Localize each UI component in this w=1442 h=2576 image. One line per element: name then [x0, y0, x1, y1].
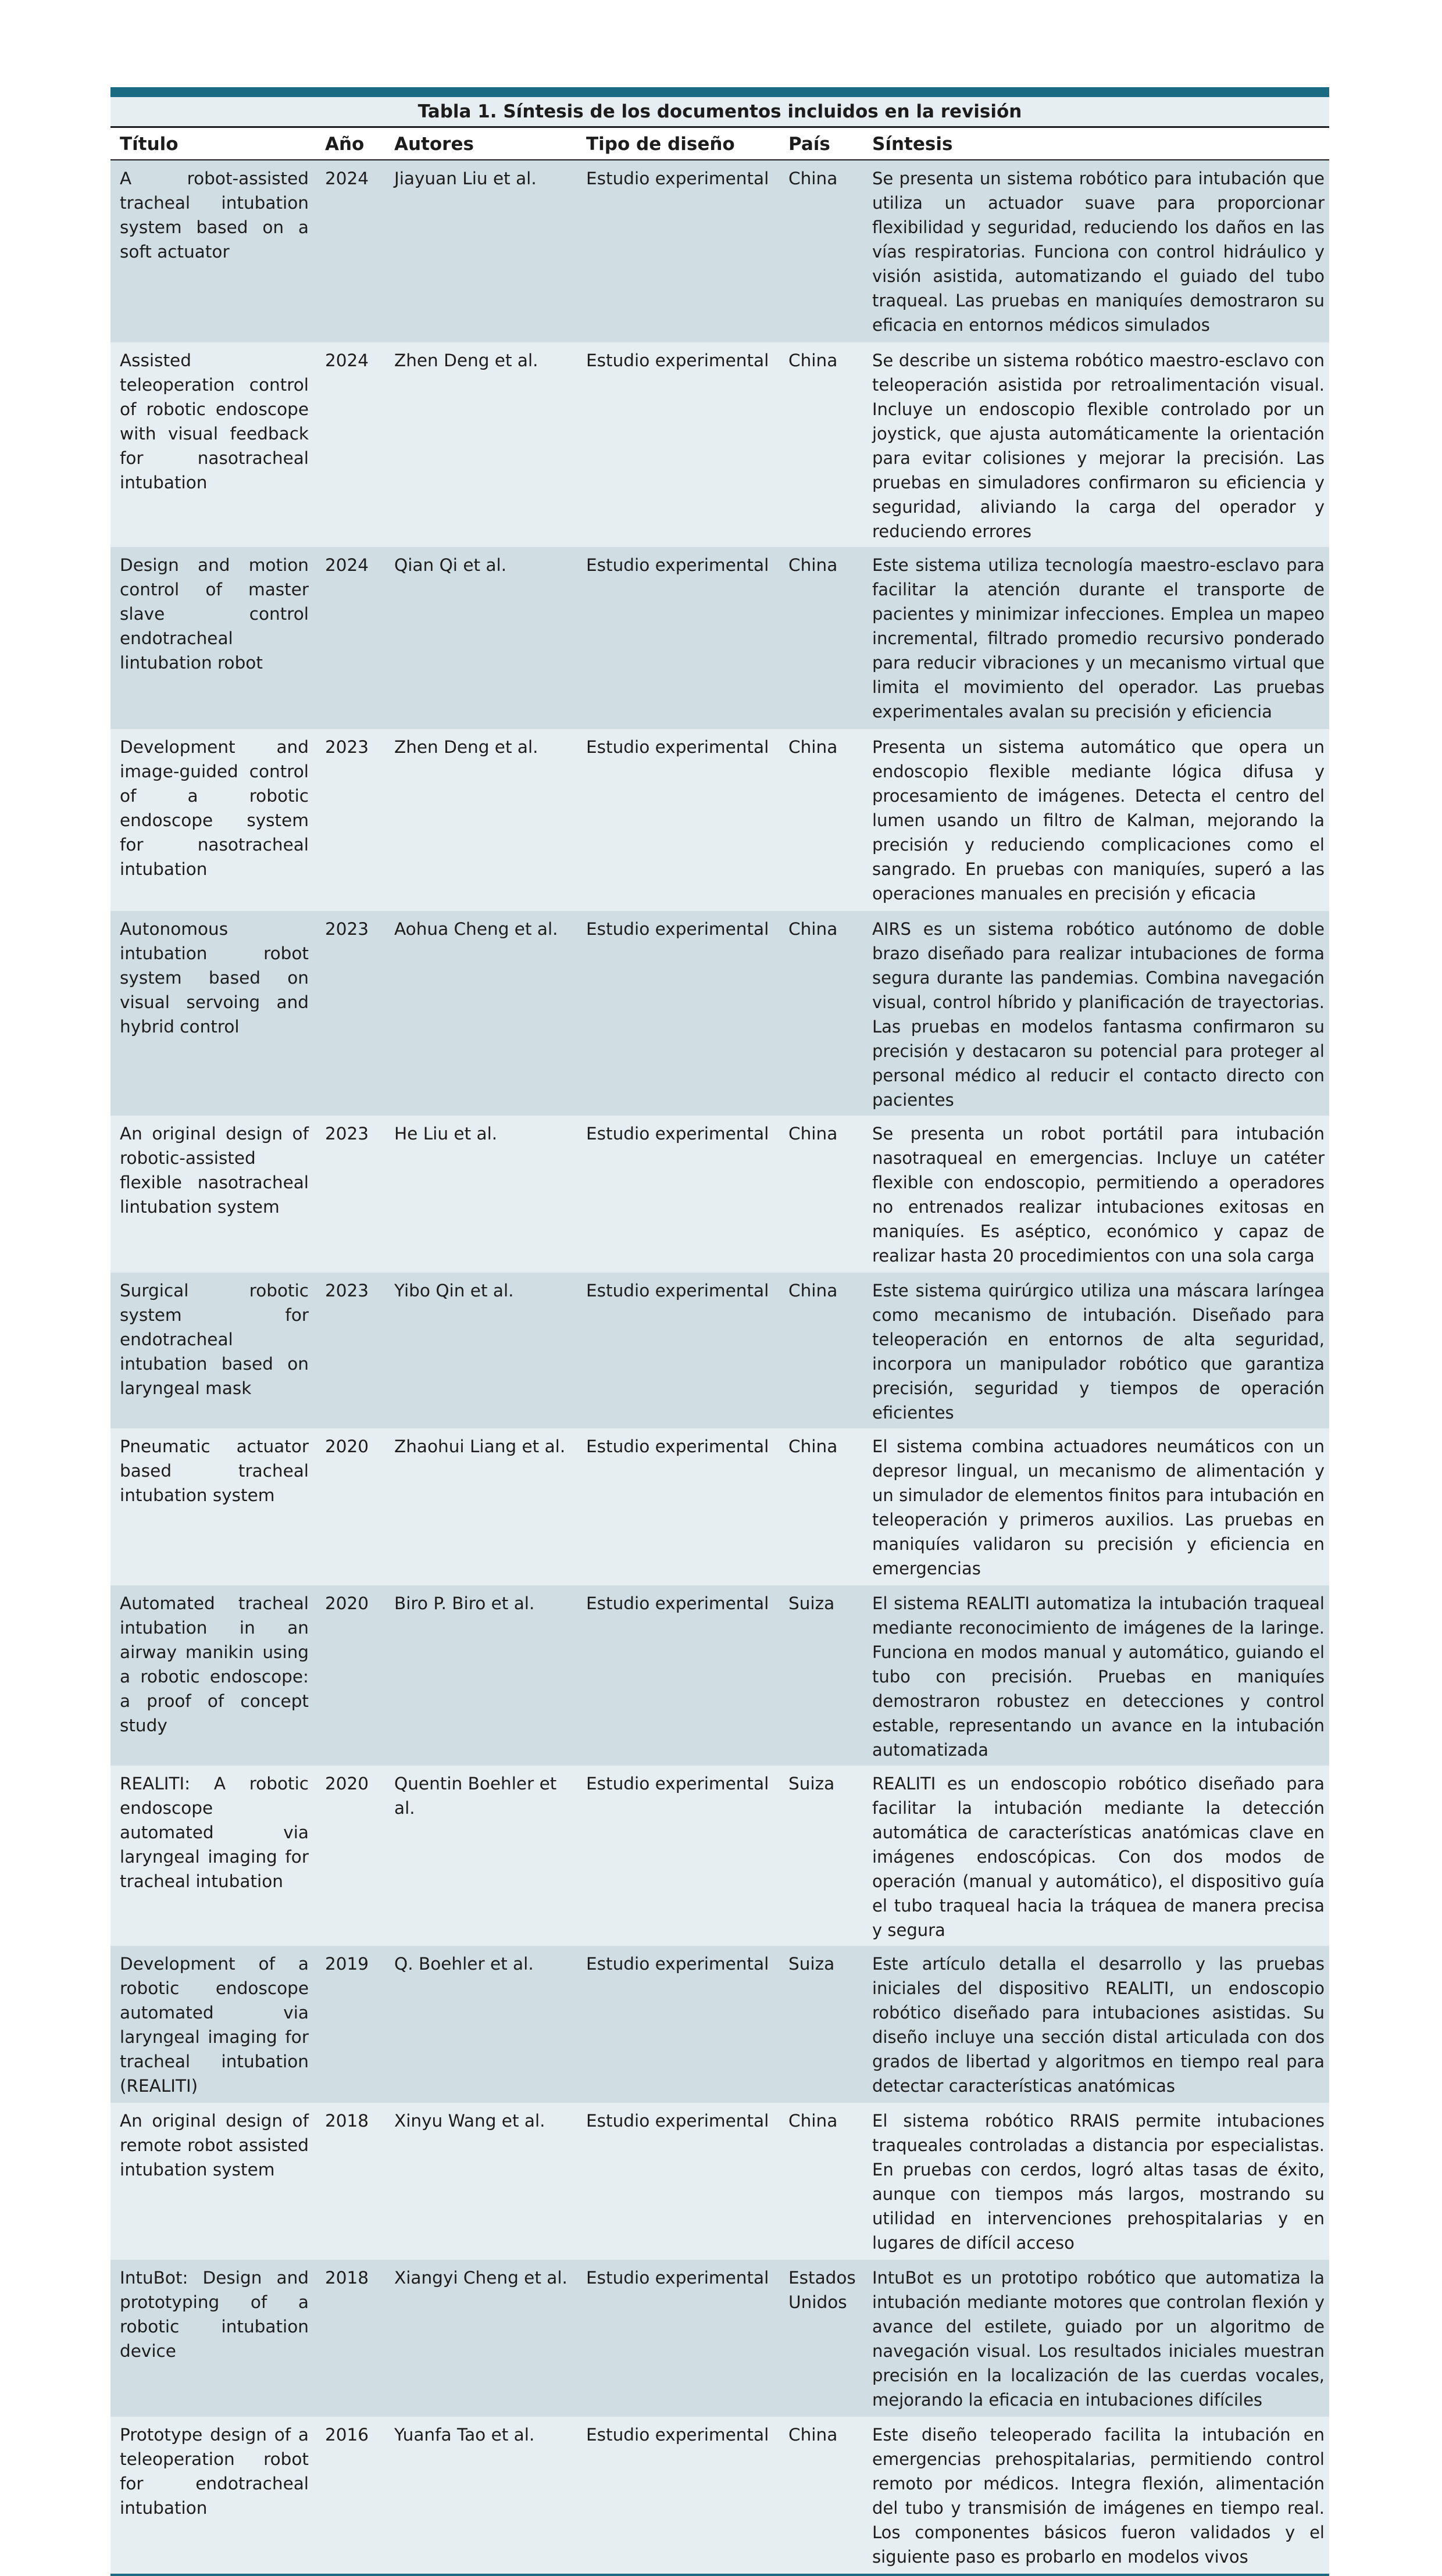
- cell-country: China: [779, 911, 863, 1116]
- cell-design: Estudio experimental: [577, 911, 779, 1116]
- table-row: [110, 1116, 1329, 1273]
- cell-title: Prototype design of a teleoperation robot for endotracheal intubation: [110, 2417, 316, 2574]
- cell-authors: Quentin Boehler et al.: [385, 1766, 577, 1946]
- cell-synthesis: El sistema combina actuadores neumáticos con un depresor lingual, un mecanismo de alimentación y un simulador de elementos finitos para intubación en teleoperación y primeros auxilios. Las pruebas en maniquíes validaron su precisión y eficiencia en emergencias: [863, 1428, 1329, 1585]
- table-top-bar: [110, 87, 1329, 97]
- cell-year: 2016: [316, 2417, 385, 2574]
- cell-title: IntuBot: Design and prototyping of a robotic intubation device: [110, 2260, 316, 2417]
- cell-year: 2019: [316, 1946, 385, 2103]
- cell-design: Estudio experimental: [577, 2103, 779, 2260]
- table-row: [110, 2417, 1329, 2574]
- cell-design: Estudio experimental: [577, 1273, 779, 1428]
- table-row: [110, 729, 1329, 911]
- cell-title: REALITI: A robotic endoscope automated via laryngeal imaging for tracheal intubation: [110, 1766, 316, 1946]
- header-design: Tipo de diseño: [577, 128, 779, 160]
- cell-year: 2018: [316, 2260, 385, 2417]
- table-row: [110, 1766, 1329, 1946]
- cell-authors: Biro P. Biro et al.: [385, 1585, 577, 1766]
- cell-authors: Q. Boehler et al.: [385, 1946, 577, 2103]
- cell-country: China: [779, 1116, 863, 1273]
- cell-country: Suiza: [779, 1946, 863, 2103]
- cell-title: A robot-assisted tracheal intubation system based on a soft actuator: [110, 160, 316, 342]
- header-synthesis: Síntesis: [863, 128, 1329, 160]
- cell-synthesis: Se presenta un sistema robótico para intubación que utiliza un actuador suave para proporcionar flexibilidad y seguridad, reduciendo los daños en las vías respiratorias. Funciona con control hidráulico y visión asistida, automatizando el guiado del tubo traqueal. Las pruebas en maniquíes demostraron su eficacia en entornos médicos simulados: [863, 160, 1329, 342]
- cell-country: China: [779, 160, 863, 342]
- cell-year: 2020: [316, 1428, 385, 1585]
- cell-title: Pneumatic actuator based tracheal intubation system: [110, 1428, 316, 1585]
- header-year: Año: [316, 128, 385, 160]
- cell-year: 2018: [316, 2103, 385, 2260]
- cell-title: Assisted teleoperation control of robotic endoscope with visual feedback for nasotracheal intubation: [110, 342, 316, 547]
- cell-design: Estudio experimental: [577, 2260, 779, 2417]
- cell-country: Suiza: [779, 1585, 863, 1766]
- cell-synthesis: Este sistema quirúrgico utiliza una máscara laríngea como mecanismo de intubación. Diseñado para teleoperación en entornos de alta seguridad, incorpora un manipulador robótico que garantiza precisión, seguridad y tiempos de operación eficientes: [863, 1273, 1329, 1428]
- review-table: [110, 128, 1329, 2574]
- cell-synthesis: El sistema robótico RRAIS permite intubaciones traqueales controladas a distancia por especialistas. En pruebas con cerdos, logró altas tasas de éxito, aunque con tiempos más largos, mostrando su utilidad en intervenciones prehospitalarias y en lugares de difícil acceso: [863, 2103, 1329, 2260]
- cell-year: 2020: [316, 1766, 385, 1946]
- cell-authors: Xiangyi Cheng et al.: [385, 2260, 577, 2417]
- cell-year: 2024: [316, 547, 385, 729]
- cell-country: China: [779, 729, 863, 911]
- cell-year: 2023: [316, 1273, 385, 1428]
- cell-synthesis: REALITI es un endoscopio robótico diseñado para facilitar la intubación mediante la detección automática de características anatómicas clave en imágenes endoscópicas. Con dos modos de operación (manual y automático), el dispositivo guía el tubo traqueal hacia la tráquea de manera precisa y segura: [863, 1766, 1329, 1946]
- cell-year: 2023: [316, 729, 385, 911]
- cell-design: Estudio experimental: [577, 1428, 779, 1585]
- table-row: [110, 911, 1329, 1116]
- cell-design: Estudio experimental: [577, 160, 779, 342]
- cell-authors: Aohua Cheng et al.: [385, 911, 577, 1116]
- cell-title: An original design of robotic-assisted flexible nasotracheal lintubation system: [110, 1116, 316, 1273]
- header-country: País: [779, 128, 863, 160]
- cell-synthesis: Este artículo detalla el desarrollo y las pruebas iniciales del dispositivo REALITI, un endoscopio robótico diseñado para intubaciones asistidas. Su diseño incluye una sección distal articulada con dos grados de libertad y algoritmos en tiempo real para detectar características anatómicas: [863, 1946, 1329, 2103]
- cell-country: China: [779, 2103, 863, 2260]
- cell-country: Estados Unidos: [779, 2260, 863, 2417]
- cell-design: Estudio experimental: [577, 1946, 779, 2103]
- header-authors: Autores: [385, 128, 577, 160]
- table-header-row: [110, 128, 1329, 160]
- cell-authors: Qian Qi et al.: [385, 547, 577, 729]
- cell-title: An original design of remote robot assisted intubation system: [110, 2103, 316, 2260]
- table-row: [110, 160, 1329, 342]
- cell-authors: Yuanfa Tao et al.: [385, 2417, 577, 2574]
- table-row: [110, 1946, 1329, 2103]
- cell-year: 2024: [316, 342, 385, 547]
- cell-title: Autonomous intubation robot system based on visual servoing and hybrid control: [110, 911, 316, 1116]
- cell-title: Design and motion control of master slave control endotracheal lintubation robot: [110, 547, 316, 729]
- cell-title: Development of a robotic endoscope automated via laryngeal imaging for tracheal intubation (REALITI): [110, 1946, 316, 2103]
- cell-synthesis: Este sistema utiliza tecnología maestro-esclavo para facilitar la atención durante el transporte de pacientes y minimizar infecciones. Emplea un mapeo incremental, filtrado promedio recursivo ponderado para reducir vibraciones y un mecanismo virtual que limita el movimiento del operador. Las pruebas experimentales avalan su precisión y eficiencia: [863, 547, 1329, 729]
- cell-synthesis: El sistema REALITI automatiza la intubación traqueal mediante reconocimiento de imágenes de la laringe. Funciona en modos manual y automático, guiando el tubo con precisión. Pruebas en maniquíes demostraron robustez en detecciones y control estable, representando un avance en la intubación automatizada: [863, 1585, 1329, 1766]
- cell-synthesis: Presenta un sistema automático que opera un endoscopio flexible mediante lógica difusa y procesamiento de imágenes. Detecta el centro del lumen usando un filtro de Kalman, mejorando la precisión y reduciendo complicaciones como el sangrado. En pruebas con maniquíes, superó a las operaciones manuales en precisión y eficacia: [863, 729, 1329, 911]
- cell-year: 2020: [316, 1585, 385, 1766]
- table-row: [110, 547, 1329, 729]
- cell-design: Estudio experimental: [577, 342, 779, 547]
- cell-country: Suiza: [779, 1766, 863, 1946]
- cell-country: China: [779, 342, 863, 547]
- cell-title: Development and image-guided control of a robotic endoscope system for nasotracheal intubation: [110, 729, 316, 911]
- cell-synthesis: IntuBot es un prototipo robótico que automatiza la intubación mediante motores que controlan flexión y avance del estilete, guiado por un algoritmo de navegación visual. Los resultados iniciales muestran precisión en la localización de las cuerdas vocales, mejorando la eficacia en intubaciones difíciles: [863, 2260, 1329, 2417]
- cell-design: Estudio experimental: [577, 1766, 779, 1946]
- table-row: [110, 2260, 1329, 2417]
- cell-design: Estudio experimental: [577, 547, 779, 729]
- cell-synthesis: Se describe un sistema robótico maestro-esclavo con teleoperación asistida por retroalimentación visual. Incluye un endoscopio flexible controlado por un joystick, que ajusta automáticamente la orientación para evitar colisiones y mejorar la precisión. Las pruebas en simuladores confirmaron su eficiencia y seguridad, aliviando la carga del operador y reduciendo errores: [863, 342, 1329, 547]
- cell-authors: Xinyu Wang et al.: [385, 2103, 577, 2260]
- cell-title: Surgical robotic system for endotracheal intubation based on laryngeal mask: [110, 1273, 316, 1428]
- cell-design: Estudio experimental: [577, 1116, 779, 1273]
- table-row: [110, 1273, 1329, 1428]
- table-row: [110, 1585, 1329, 1766]
- cell-authors: Zhen Deng et al.: [385, 342, 577, 547]
- cell-year: 2023: [316, 911, 385, 1116]
- cell-authors: Zhen Deng et al.: [385, 729, 577, 911]
- table-body: [110, 160, 1329, 2574]
- cell-design: Estudio experimental: [577, 2417, 779, 2574]
- table-row: [110, 1428, 1329, 1585]
- cell-country: China: [779, 1273, 863, 1428]
- cell-synthesis: Se presenta un robot portátil para intubación nasotraqueal en emergencias. Incluye un catéter flexible con endoscopio, permitiendo a operadores no entrenados realizar intubaciones exitosas en maniquíes. Es aséptico, económico y capaz de realizar hasta 20 procedimientos con una sola carga: [863, 1116, 1329, 1273]
- cell-authors: He Liu et al.: [385, 1116, 577, 1273]
- cell-design: Estudio experimental: [577, 1585, 779, 1766]
- review-table-container: [110, 87, 1329, 2576]
- table-row: [110, 342, 1329, 547]
- cell-year: 2024: [316, 160, 385, 342]
- header-title: Título: [110, 128, 316, 160]
- cell-country: China: [779, 547, 863, 729]
- cell-synthesis: AIRS es un sistema robótico autónomo de doble brazo diseñado para realizar intubaciones de forma segura durante las pandemias. Combina navegación visual, control híbrido y planificación de trayectorias. Las pruebas en modelos fantasma confirmaron su precisión y destacaron su potencial para proteger al personal médico al reducir el contacto directo con pacientes: [863, 911, 1329, 1116]
- cell-country: China: [779, 2417, 863, 2574]
- cell-country: China: [779, 1428, 863, 1585]
- cell-synthesis: Este diseño teleoperado facilita la intubación en emergencias prehospitalarias, permitiendo control remoto por médicos. Integra flexión, alimentación del tubo y transmisión de imágenes en tiempo real. Los componentes básicos fueron validados y el siguiente paso es probarlo en modelos vivos: [863, 2417, 1329, 2574]
- cell-authors: Jiayuan Liu et al.: [385, 160, 577, 342]
- table-row: [110, 2103, 1329, 2260]
- table-caption: Tabla 1. Síntesis de los documentos incluidos en la revisión: [110, 97, 1329, 128]
- cell-title: Automated tracheal intubation in an airway manikin using a robotic endoscope: a proof of concept study: [110, 1585, 316, 1766]
- cell-authors: Zhaohui Liang et al.: [385, 1428, 577, 1585]
- table-bottom-rule: [110, 2574, 1329, 2576]
- cell-year: 2023: [316, 1116, 385, 1273]
- cell-design: Estudio experimental: [577, 729, 779, 911]
- cell-authors: Yibo Qin et al.: [385, 1273, 577, 1428]
